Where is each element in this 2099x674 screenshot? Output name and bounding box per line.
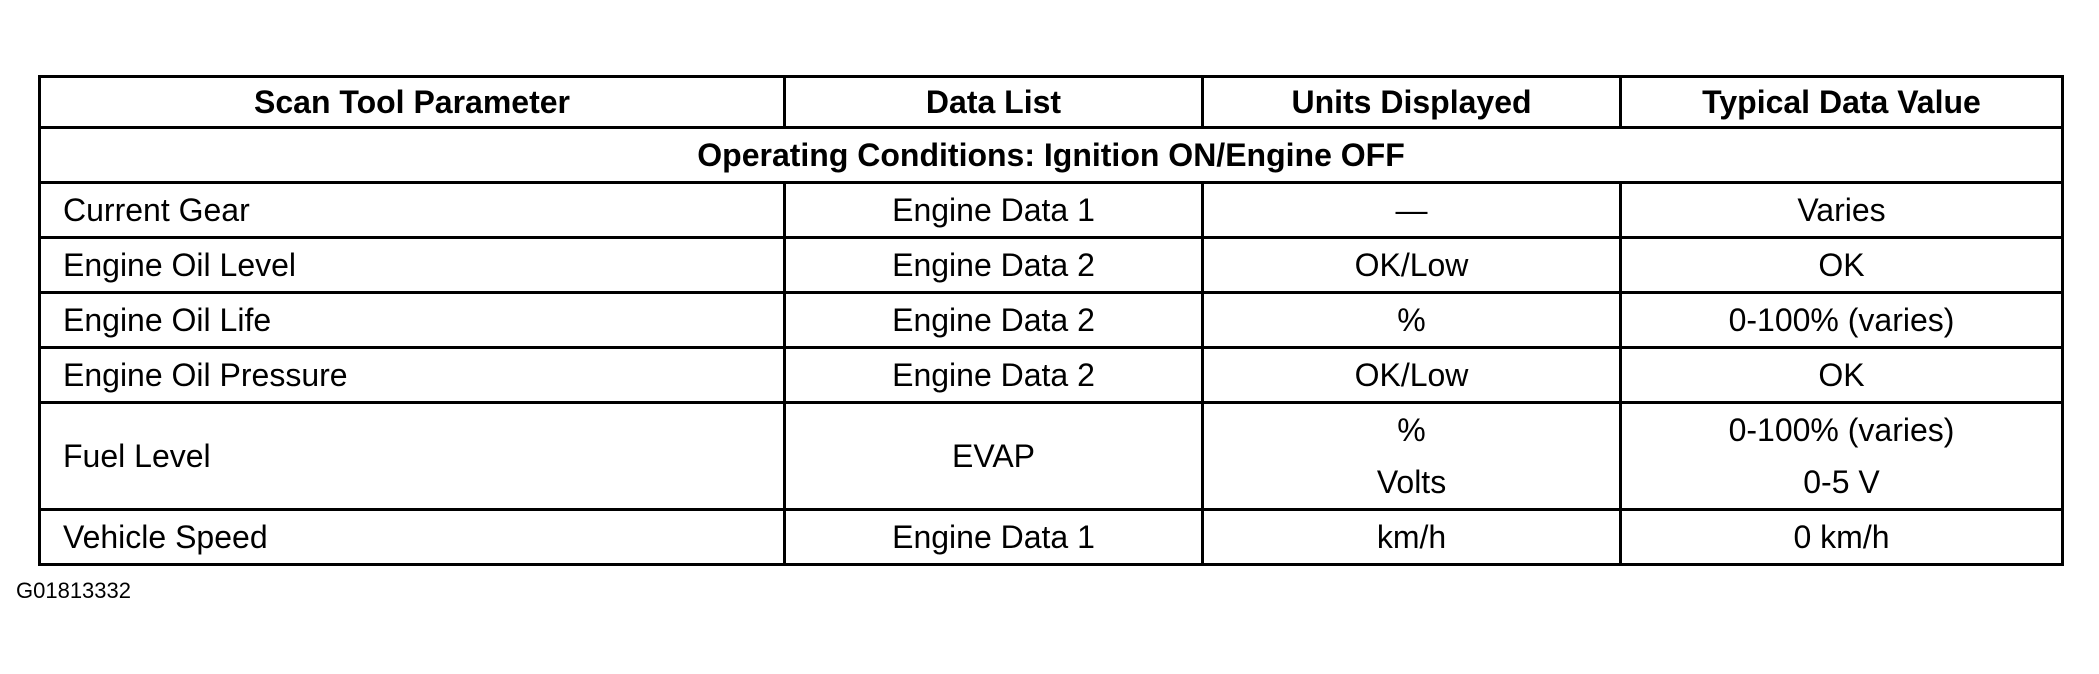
units-cell: — bbox=[1203, 183, 1621, 238]
units-line: % bbox=[1397, 412, 1426, 448]
data-list-cell: Engine Data 2 bbox=[785, 348, 1203, 403]
typical-value-cell: 0-100% (varies) bbox=[1621, 293, 2063, 348]
table-row bbox=[40, 403, 2063, 510]
data-list-cell: Engine Data 2 bbox=[785, 238, 1203, 293]
parameter-cell: Vehicle Speed bbox=[40, 510, 785, 565]
header-units-displayed: Units Displayed bbox=[1203, 77, 1621, 128]
units-cell bbox=[1203, 403, 1621, 510]
data-list-cell: Engine Data 1 bbox=[785, 183, 1203, 238]
parameter-cell: Engine Oil Life bbox=[40, 293, 785, 348]
data-list-cell: Engine Data 2 bbox=[785, 293, 1203, 348]
typical-value-cell: OK bbox=[1621, 238, 2063, 293]
table-row bbox=[40, 510, 2063, 565]
typical-value-cell: 0 km/h bbox=[1621, 510, 2063, 565]
table-row bbox=[40, 293, 2063, 348]
figure-id: G01813332 bbox=[16, 578, 131, 603]
parameter-cell: Engine Oil Level bbox=[40, 238, 785, 293]
data-list-cell: EVAP bbox=[785, 403, 1203, 510]
units-cell: OK/Low bbox=[1203, 238, 1621, 293]
scan-tool-data-table bbox=[38, 75, 2064, 566]
typical-value-line: 0-100% (varies) bbox=[1728, 412, 1955, 448]
operating-conditions: Operating Conditions: Ignition ON/Engine OFF bbox=[40, 128, 2063, 183]
units-cell: km/h bbox=[1203, 510, 1621, 565]
typical-value-cell: Varies bbox=[1621, 183, 2063, 238]
operating-conditions-row bbox=[40, 128, 2063, 183]
table-row bbox=[40, 238, 2063, 293]
typical-value-cell bbox=[1621, 403, 2063, 510]
header-typical-data-value: Typical Data Value bbox=[1621, 77, 2063, 128]
table-row bbox=[40, 348, 2063, 403]
units-cell: % bbox=[1203, 293, 1621, 348]
parameter-cell: Engine Oil Pressure bbox=[40, 348, 785, 403]
data-list-cell: Engine Data 1 bbox=[785, 510, 1203, 565]
table-row bbox=[40, 183, 2063, 238]
parameter-cell: Fuel Level bbox=[40, 403, 785, 510]
header-data-list: Data List bbox=[785, 77, 1203, 128]
header-scan-tool-parameter: Scan Tool Parameter bbox=[40, 77, 785, 128]
parameter-cell: Current Gear bbox=[40, 183, 785, 238]
typical-value-cell: OK bbox=[1621, 348, 2063, 403]
units-line: Volts bbox=[1376, 464, 1447, 500]
typical-value-line: 0-5 V bbox=[1803, 464, 1880, 500]
header-row bbox=[40, 77, 2063, 128]
units-cell: OK/Low bbox=[1203, 348, 1621, 403]
